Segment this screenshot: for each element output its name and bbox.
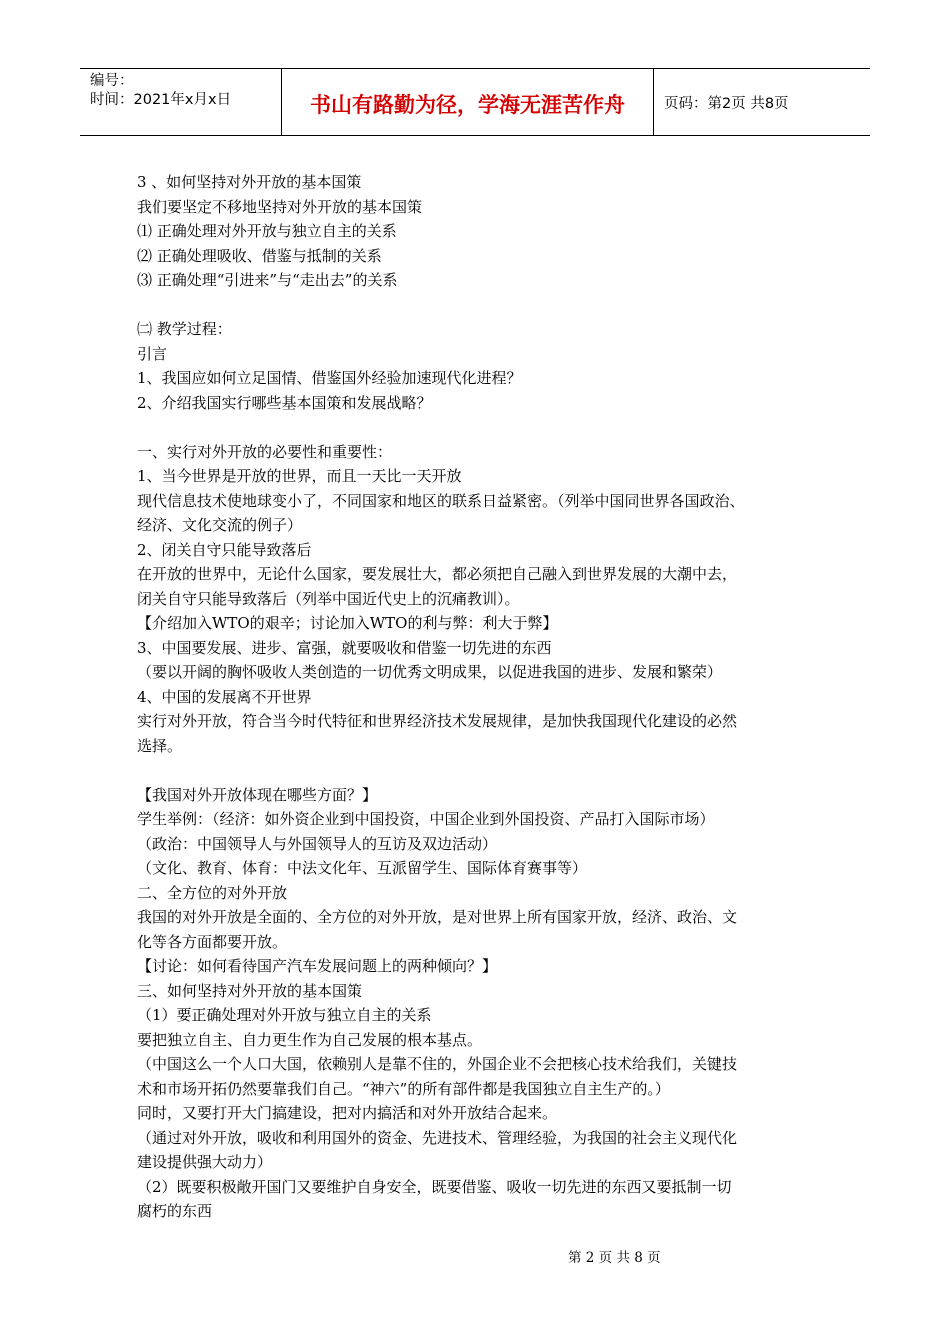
text-line: 【讨论：如何看待国产汽车发展问题上的两种倾向？】 — [137, 957, 498, 975]
text-line: 2、介绍我国实行哪些基本国策和发展战略？ — [137, 393, 432, 412]
text-line: ⑶ 正确处理“引进来”与“走出去”的关系 — [137, 271, 398, 289]
text-line: 学生举例：（经济：如外资企业到中国投资，中国企业到外国投资、产品打入国际市场） — [137, 810, 715, 828]
text-line: 要把独立自主、自力更生作为自己发展的根本基点。 — [137, 1030, 483, 1049]
text-line: 在开放的世界中，无论什么国家，要发展壮大，都必须把自己融入到世界发展的大潮中去， — [137, 565, 738, 583]
text-line: 选择。 — [137, 736, 183, 755]
date-line: 时间：2021年x月x日 — [90, 92, 232, 108]
number-label: 编号： — [90, 73, 134, 89]
text-line: 术和市场开拓仍然要靠我们自己。“神六”的所有部件都是我国独立自主生产的。） — [137, 1079, 670, 1098]
text-line: 腐朽的东西 — [137, 1202, 213, 1220]
document-body — [137, 170, 827, 1224]
text-line: （要以开阔的胸怀吸收人类创造的一切优秀文明成果，以促进我国的进步、发展和繁荣） — [137, 663, 723, 681]
text-line: 三、如何坚持对外开放的基本国策 — [137, 981, 363, 1000]
text-line: （文化、教育、体育：中法文化年、互派留学生、国际体育赛事等） — [137, 859, 588, 877]
text-line: 1、当今世界是开放的世界，而且一天比一天开放 — [137, 467, 462, 485]
text-line: 经济、文化交流的例子） — [137, 516, 303, 534]
text-line: 二、全方位的对外开放 — [137, 883, 288, 902]
text-line: 1、我国应如何立足国情、借鉴国外经验加速现代化进程？ — [137, 369, 522, 387]
text-line: 现代信息技术使地球变小了，不同国家和地区的联系日益紧密。（列举中国同世界各国政治、 — [137, 491, 745, 510]
text-line: （1）要正确处理对外开放与独立自主的关系 — [137, 1006, 432, 1024]
text-line: 闭关自守只能导致落后（列举中国近代史上的沉痛教训）。 — [137, 589, 520, 608]
text-line: ⑵ 正确处理吸收、借鉴与抵制的关系 — [137, 246, 382, 265]
text-line: 【我国对外开放体现在哪些方面？】 — [137, 785, 378, 804]
blank-line — [137, 415, 827, 440]
text-line: ⑴ 正确处理对外开放与独立自主的关系 — [137, 222, 397, 240]
text-line: 我国的对外开放是全面的、全方位的对外开放，是对世界上所有国家开放，经济、政治、文 — [137, 908, 738, 926]
text-line: 3 、如何坚持对外开放的基本国策 — [137, 173, 362, 191]
text-line: 4、中国的发展离不开世界 — [137, 687, 312, 706]
text-line: （中国这么一个人口大国，依赖别人是靠不住的，外国企业不会把核心技术给我们，关键技 — [137, 1055, 738, 1073]
page-footer: 第 2 页 共 8 页 — [568, 1250, 661, 1266]
text-line: （政治：中国领导人与外国领导人的互访及双边活动） — [137, 834, 498, 853]
text-line: 化等各方面都要开放。 — [137, 932, 288, 951]
text-line: 【介绍加入WTO的艰辛；讨论加入WTO的利与弊：利大于弊】 — [137, 614, 558, 632]
text-line: 2、闭关自守只能导致落后 — [137, 540, 312, 559]
page-header — [80, 68, 870, 136]
header-motto: 书山有路勤为径，学海无涯苦作舟 — [282, 69, 654, 135]
text-line: 实行对外开放，符合当今时代特征和世界经济技术发展规律，是加快我国现代化建设的必然 — [137, 712, 738, 730]
text-line: 3、中国要发展、进步、富强，就要吸收和借鉴一切先进的东西 — [137, 638, 552, 657]
header-page-info: 页码：第2页 共8页 — [664, 95, 789, 112]
text-line: 我们要坚定不移地坚持对外开放的基本国策 — [137, 197, 423, 216]
header-meta — [80, 69, 282, 135]
text-line: 建设提供强大动力） — [137, 1153, 273, 1171]
blank-line — [137, 758, 827, 783]
text-line: 引言 — [137, 344, 168, 363]
blank-line — [137, 293, 827, 318]
text-line: （2）既要积极敞开国门又要维护自身安全，既要借鉴、吸收一切先进的东西又要抵制一切 — [137, 1177, 732, 1196]
text-line: ㈡ 教学过程： — [137, 320, 232, 338]
text-line: （通过对外开放，吸收和利用国外的资金、先进技术、管理经验，为我国的社会主义现代化 — [137, 1128, 738, 1147]
text-line: 一、实行对外开放的必要性和重要性： — [137, 442, 393, 461]
text-line: 同时，又要打开大门搞建设，把对内搞活和对外开放结合起来。 — [137, 1104, 558, 1122]
